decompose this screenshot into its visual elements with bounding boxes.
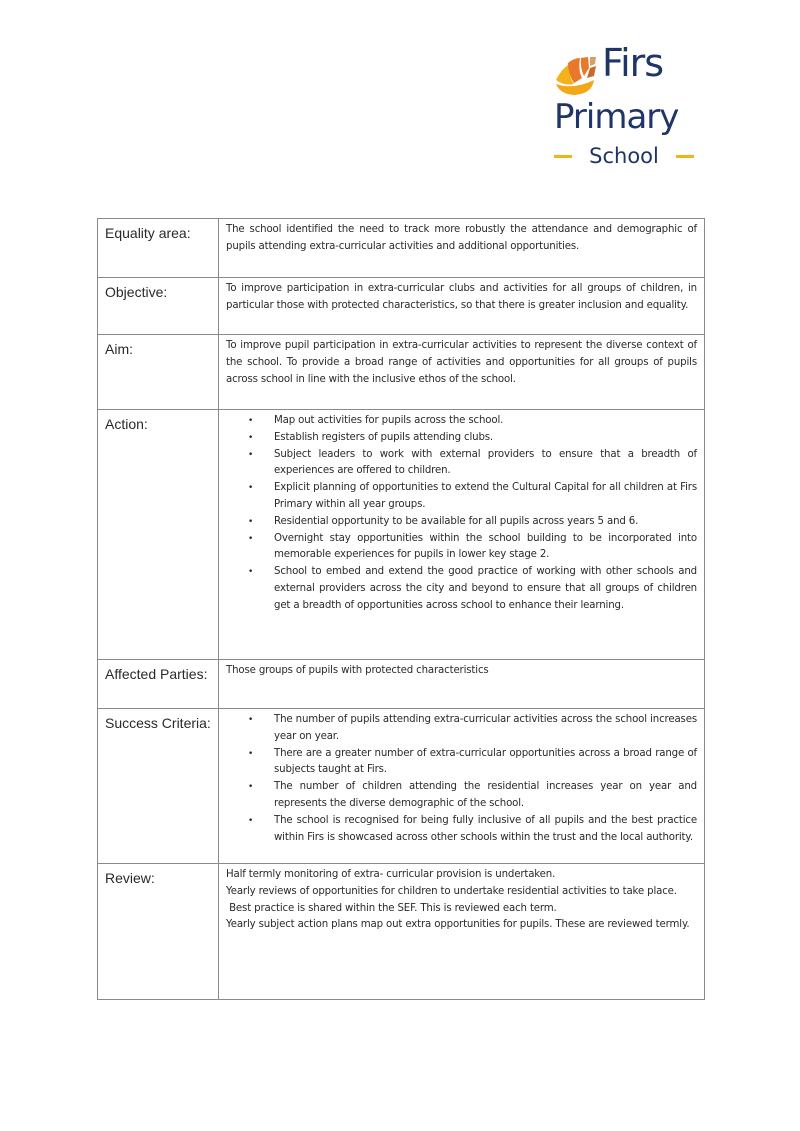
table-row-affected-parties — [98, 660, 705, 709]
row-label: Action: — [98, 410, 219, 660]
list-item: • The school is recognised for being fully inclusive of all pupils and the best practice within Firs is showcased across other schools within the trust and the local authority. — [274, 813, 697, 847]
table-row-equality-area — [98, 219, 705, 278]
list-item: • Establish registers of pupils attending clubs. — [274, 430, 697, 447]
row-label: Affected Parties: — [98, 660, 219, 709]
table-row-action — [98, 410, 705, 660]
list-item: • There are a greater number of extra-curricular opportunities across a broad range of subjects taught at Firs. — [274, 746, 697, 780]
list-item: • The number of children attending the residential increases year on year and represents the diverse demographic of the school. — [274, 779, 697, 813]
equality-objective-table — [97, 218, 705, 1000]
row-content: To improve participation in extra-curricular clubs and activities for all groups of children, in particular those with protected characteristics, so that there is greater inclusion and equality. — [219, 278, 705, 335]
row-label: Aim: — [98, 335, 219, 410]
table-row-success-criteria — [98, 709, 705, 864]
row-label: Objective: — [98, 278, 219, 335]
row-content — [219, 410, 705, 660]
logo-leaf-icon — [554, 54, 600, 96]
row-content — [219, 709, 705, 864]
list-item: • Overnight stay opportunities within the school building to be incorporated into memorable experiences for pupils in lower key stage 2. — [274, 531, 697, 565]
logo-text-school: School — [589, 143, 659, 168]
list-item: • The number of pupils attending extra-curricular activities across the school increases year on year. — [274, 712, 697, 746]
review-line: Best practice is shared within the SEF. This is reviewed each term. — [226, 902, 557, 914]
row-label: Equality area: — [98, 219, 219, 278]
logo-dash-left — [554, 155, 572, 158]
list-item: • Explicit planning of opportunities to extend the Cultural Capital for all children at Firs Primary within all year groups. — [274, 480, 697, 514]
list-item: • Residential opportunity to be available for all pupils across years 5 and 6. — [274, 514, 697, 531]
logo-dash-right — [676, 155, 694, 158]
table-row-review — [98, 864, 705, 1000]
list-item: • Map out activities for pupils across the school. — [274, 413, 697, 430]
row-content: To improve pupil participation in extra-curricular activities to represent the diverse context of the school. To provide a broad range of activities and opportunities for all groups of pupils across school in line with the inclusive ethos of the school. — [219, 335, 705, 410]
action-list — [226, 413, 697, 615]
review-line: Half termly monitoring of extra- curricular provision is undertaken. — [226, 869, 556, 880]
success-criteria-list — [226, 712, 697, 846]
row-label: Review: — [98, 864, 219, 1000]
logo-text-firs: Firs — [602, 41, 664, 85]
review-line: Yearly reviews of opportunities for children to undertake residential activities to take place. — [226, 885, 677, 897]
logo-school-row — [554, 144, 694, 168]
row-content: The school identified the need to track more robustly the attendance and demographic of pupils attending extra-curricular activities and additional opportunities. — [219, 219, 705, 278]
school-logo — [552, 41, 702, 172]
table-row-objective — [98, 278, 705, 335]
row-content — [219, 864, 705, 1000]
review-line: Yearly subject action plans map out extra opportunities for pupils. These are reviewed termly. — [226, 919, 690, 931]
list-item: • School to embed and extend the good practice of working with other schools and external providers across the city and beyond to ensure that all groups of children get a breadth of opportunities across school to enhance their learning. — [274, 564, 697, 614]
table-row-aim — [98, 335, 705, 410]
row-label: Success Criteria: — [98, 709, 219, 864]
logo-text-primary: Primary — [554, 97, 679, 137]
list-item: • Subject leaders to work with external providers to ensure that a breadth of experiences are offered to children. — [274, 447, 697, 481]
row-content: Those groups of pupils with protected characteristics — [219, 660, 705, 709]
